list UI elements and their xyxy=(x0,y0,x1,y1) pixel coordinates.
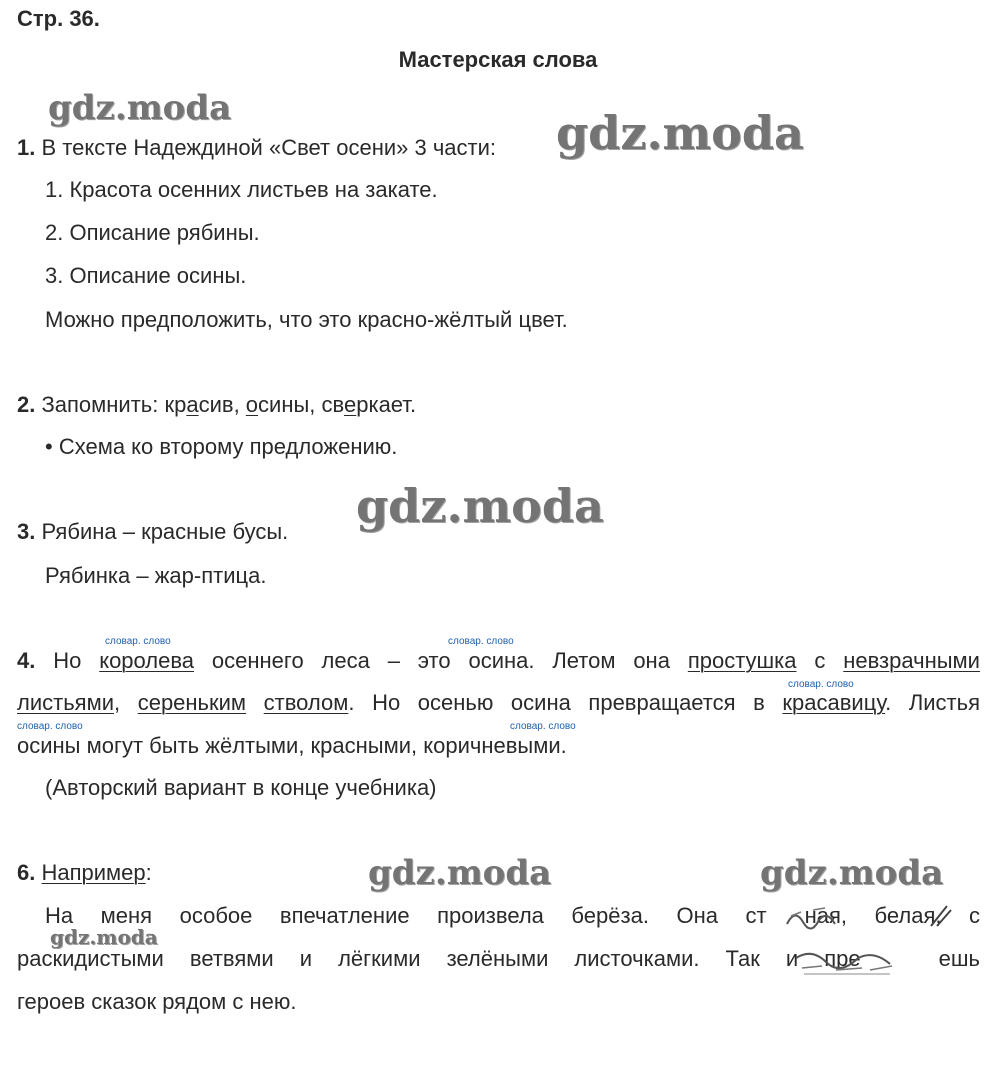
scribble-mark xyxy=(925,900,955,930)
task-4-note: (Авторский вариант в конце учебника) xyxy=(45,775,437,800)
task-text xyxy=(41,392,416,417)
text: , xyxy=(114,690,138,715)
task-4-line-2 xyxy=(17,690,980,716)
task-number: 2. xyxy=(17,392,36,417)
watermark: gdz.moda xyxy=(760,853,944,893)
underlined-word: сереньким xyxy=(137,690,247,715)
text: ешь xyxy=(938,946,980,971)
text: с xyxy=(796,648,844,673)
word-part: сив, xyxy=(198,392,246,417)
text: : xyxy=(145,860,152,885)
word-part: ркает. xyxy=(356,392,417,417)
stressed-letter: а xyxy=(186,392,199,417)
dictionary-note: словар. слово xyxy=(788,679,854,690)
dictionary-note: словар. слово xyxy=(510,721,576,732)
underlined-word: простушка xyxy=(687,648,797,673)
text xyxy=(246,690,264,715)
text: ная, белая, с xyxy=(804,903,981,928)
task-6-line-3: героев сказок рядом с нею. xyxy=(17,989,297,1014)
list-item: 2. Описание рябины. xyxy=(45,220,260,245)
task-text: Рябина – красные бусы. xyxy=(41,519,289,544)
task-2-bullet: • Схема ко второму предложению. xyxy=(45,434,398,459)
list-item: 1. Красота осенних листьев на закате. xyxy=(45,177,438,202)
stressed-letter: о xyxy=(245,392,259,417)
underlined-word: стволом xyxy=(263,690,349,715)
task-number: 6. xyxy=(17,860,36,885)
list-item: 3. Описание осины. xyxy=(45,263,247,288)
task-4-line-3: осины могут быть жёлтыми, красными, коричневыми. xyxy=(17,733,567,758)
task-number: 4. xyxy=(17,648,36,673)
scribble-mark xyxy=(783,902,843,932)
text: раскидистыми ветвями и лёгкими зелёными листочками. Так и пре xyxy=(17,946,861,971)
example-label: Например xyxy=(41,860,146,885)
word-part: Запомнить: кр xyxy=(41,392,187,417)
task-text: В тексте Надеждиной «Свет осени» 3 части: xyxy=(41,135,496,160)
task-number: 3. xyxy=(17,519,36,544)
dictionary-note: словар. слово xyxy=(17,721,83,732)
watermark: gdz.moda xyxy=(356,479,604,533)
watermark: gdz.moda xyxy=(48,88,232,128)
page-title: Мастерская слова xyxy=(398,47,598,72)
word-part: сины, св xyxy=(258,392,344,417)
stressed-letter: е xyxy=(343,392,357,417)
text: осеннего леса – это осина. Летом она xyxy=(194,648,688,673)
page-number: Стр. 36. xyxy=(17,6,100,31)
underlined-word: красавицу xyxy=(782,690,886,715)
text: Но xyxy=(53,648,100,673)
task-3-line-1 xyxy=(17,519,288,545)
scribble-mark xyxy=(792,944,902,978)
task-number: 1. xyxy=(17,135,36,160)
watermark: gdz.moda xyxy=(556,106,804,160)
watermark: gdz.moda xyxy=(368,853,552,893)
task-3-line-2: Рябинка – жар-птица. xyxy=(45,563,267,588)
task-2-line xyxy=(17,392,416,418)
dictionary-note: словар. слово xyxy=(105,636,171,647)
task-4-line-1 xyxy=(17,648,980,674)
text: На меня особое впечатление произвела берёза. Она ст xyxy=(45,903,767,928)
underlined-word: невзрачными xyxy=(843,648,980,673)
task-1-conclusion: Можно предположить, что это красно-жёлтый цвет. xyxy=(45,307,568,332)
underlined-word: королева xyxy=(99,648,195,673)
watermark: gdz.moda xyxy=(50,925,158,949)
text: . Листья xyxy=(885,690,980,715)
dictionary-note: словар. слово xyxy=(448,636,514,647)
task-1-intro xyxy=(17,135,496,161)
text: . Но осенью осина превращается в xyxy=(348,690,783,715)
underlined-word: листьями xyxy=(17,690,114,715)
task-6-header xyxy=(17,860,152,886)
